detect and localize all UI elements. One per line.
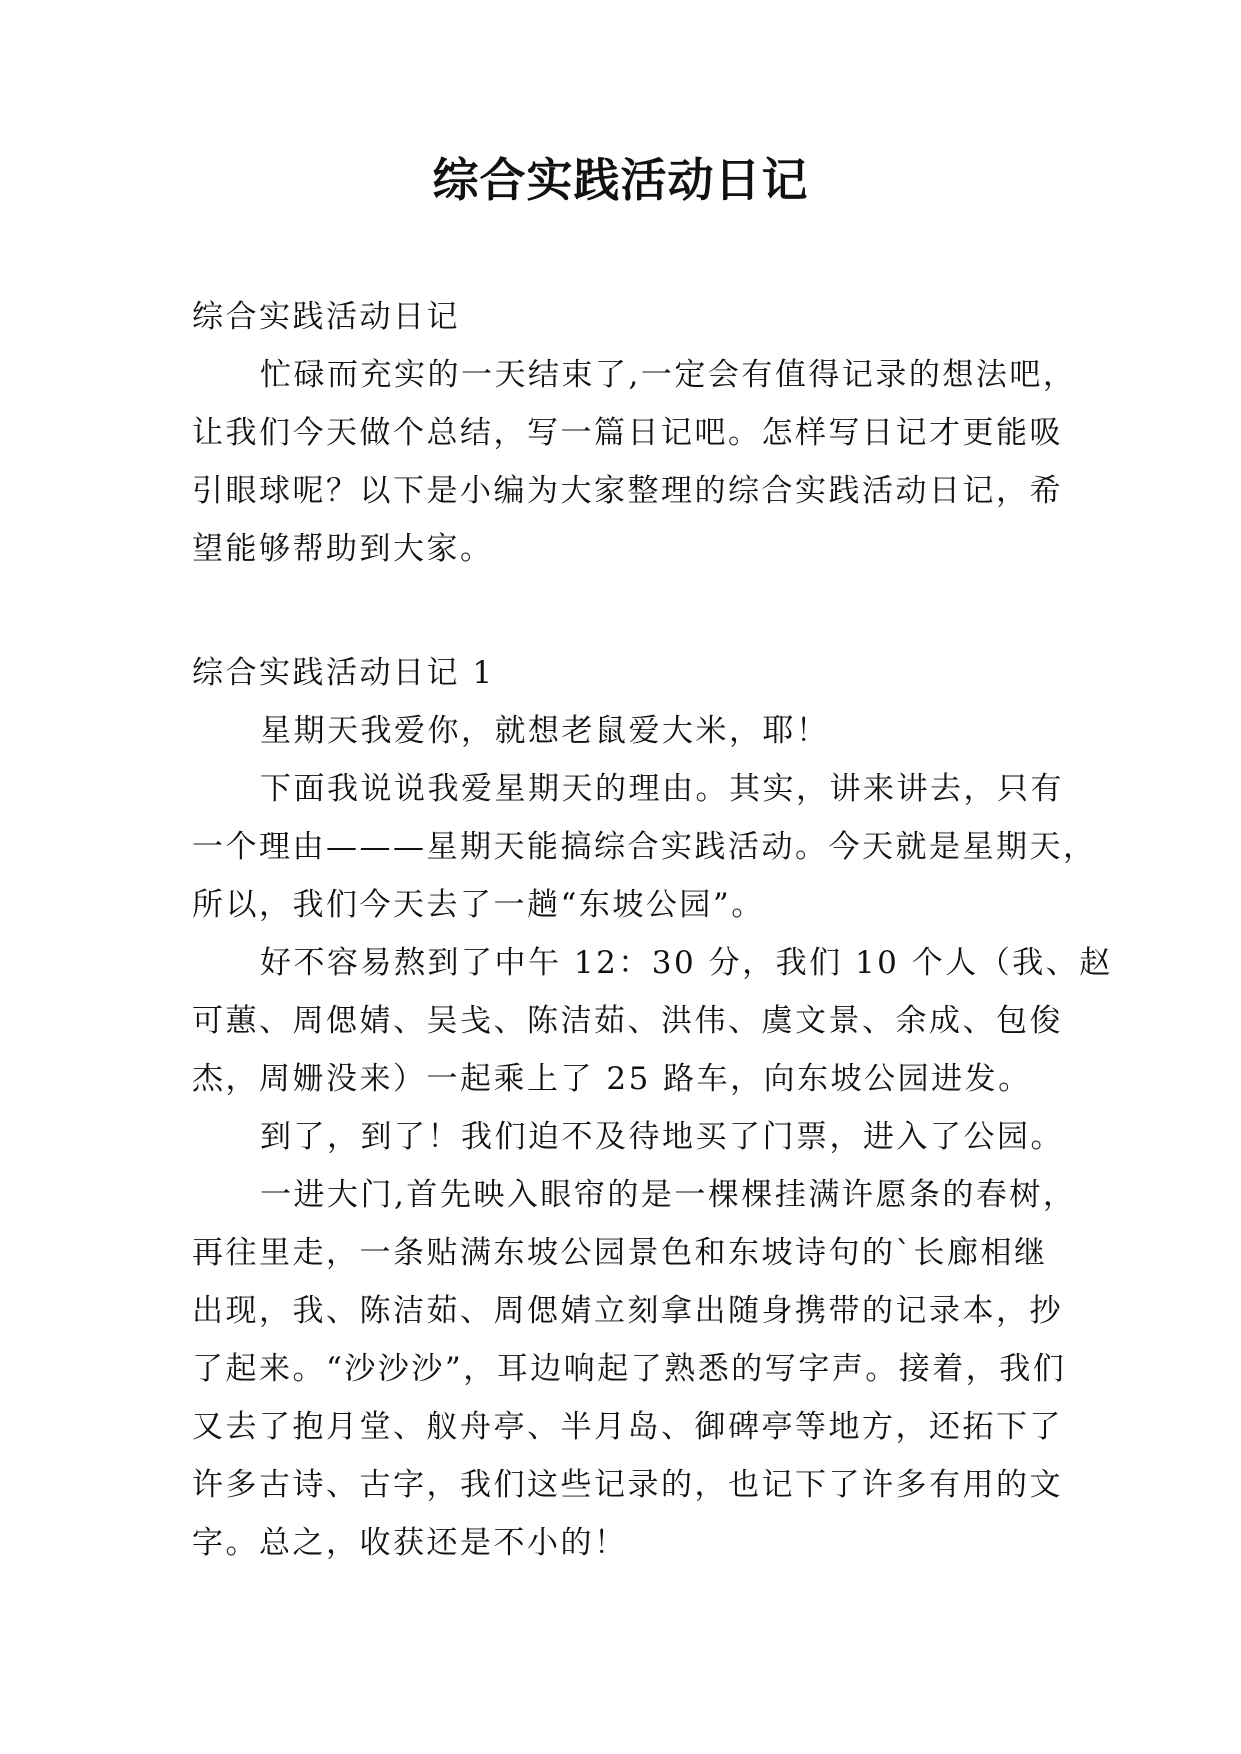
paragraph-line: 一进大门,首先映入眼帘的是一棵棵挂满许愿条的春树，	[260, 1177, 1077, 1213]
intro-paragraph-line: 让我们今天做个总结，写一篇日记吧。怎样写日记才更能吸	[192, 415, 1063, 451]
paragraph-line: 好不容易熬到了中午 12：30 分，我们 10 个人（我、赵	[260, 945, 1113, 981]
paragraph-line: 一个理由———星期天能搞综合实践活动。今天就是星期天，	[192, 829, 1097, 865]
paragraph-line: 又去了抱月堂、舣舟亭、半月岛、御碑亭等地方，还拓下了	[192, 1409, 1063, 1445]
document-body	[192, 288, 1113, 1572]
paragraph-line: 字。总之，收获还是不小的！	[192, 1525, 628, 1561]
section-spacer	[192, 578, 1062, 644]
paragraph-line: 可蕙、周偲婧、吴戋、陈洁茹、洪伟、虞文景、余成、包俊	[192, 1003, 1063, 1039]
paragraph-line: 杰，周姗没来）一起乘上了 25 路车，向东坡公园进发。	[192, 1061, 1032, 1097]
paragraph-line: 许多古诗、古字，我们这些记录的，也记下了许多有用的文	[192, 1467, 1063, 1503]
paragraph-line: 到了，到了！我们迫不及待地买了门票，进入了公园。	[260, 1119, 1064, 1155]
paragraph-line: 下面我说说我爱星期天的理由。其实，讲来讲去，只有	[260, 771, 1064, 807]
paragraph-line: 了起来。“沙沙沙”，耳边响起了熟悉的写字声。接着，我们	[192, 1351, 1067, 1387]
intro-paragraph-line: 引眼球呢？以下是小编为大家整理的综合实践活动日记，希	[192, 473, 1063, 509]
document-title: 综合实践活动日记	[432, 153, 809, 207]
paragraph-line: 星期天我爱你，就想老鼠爱大米，耶！	[260, 713, 830, 749]
paragraph-line: 再往里走，一条贴满东坡公园景色和东坡诗句的`长廊相继	[192, 1235, 1048, 1271]
paragraph-line: 出现，我、陈洁茹、周偲婧立刻拿出随身携带的记录本，抄	[192, 1293, 1063, 1329]
intro-paragraph-line: 忙碌而充实的一天结束了,一定会有值得记录的想法吧，	[260, 357, 1077, 393]
intro-paragraph-line: 望能够帮助到大家。	[192, 531, 494, 567]
intro-heading: 综合实践活动日记	[192, 299, 460, 335]
paragraph-line: 所以，我们今天去了一趟“东坡公园”。	[192, 887, 765, 923]
section-heading: 综合实践活动日记 1	[192, 655, 495, 691]
